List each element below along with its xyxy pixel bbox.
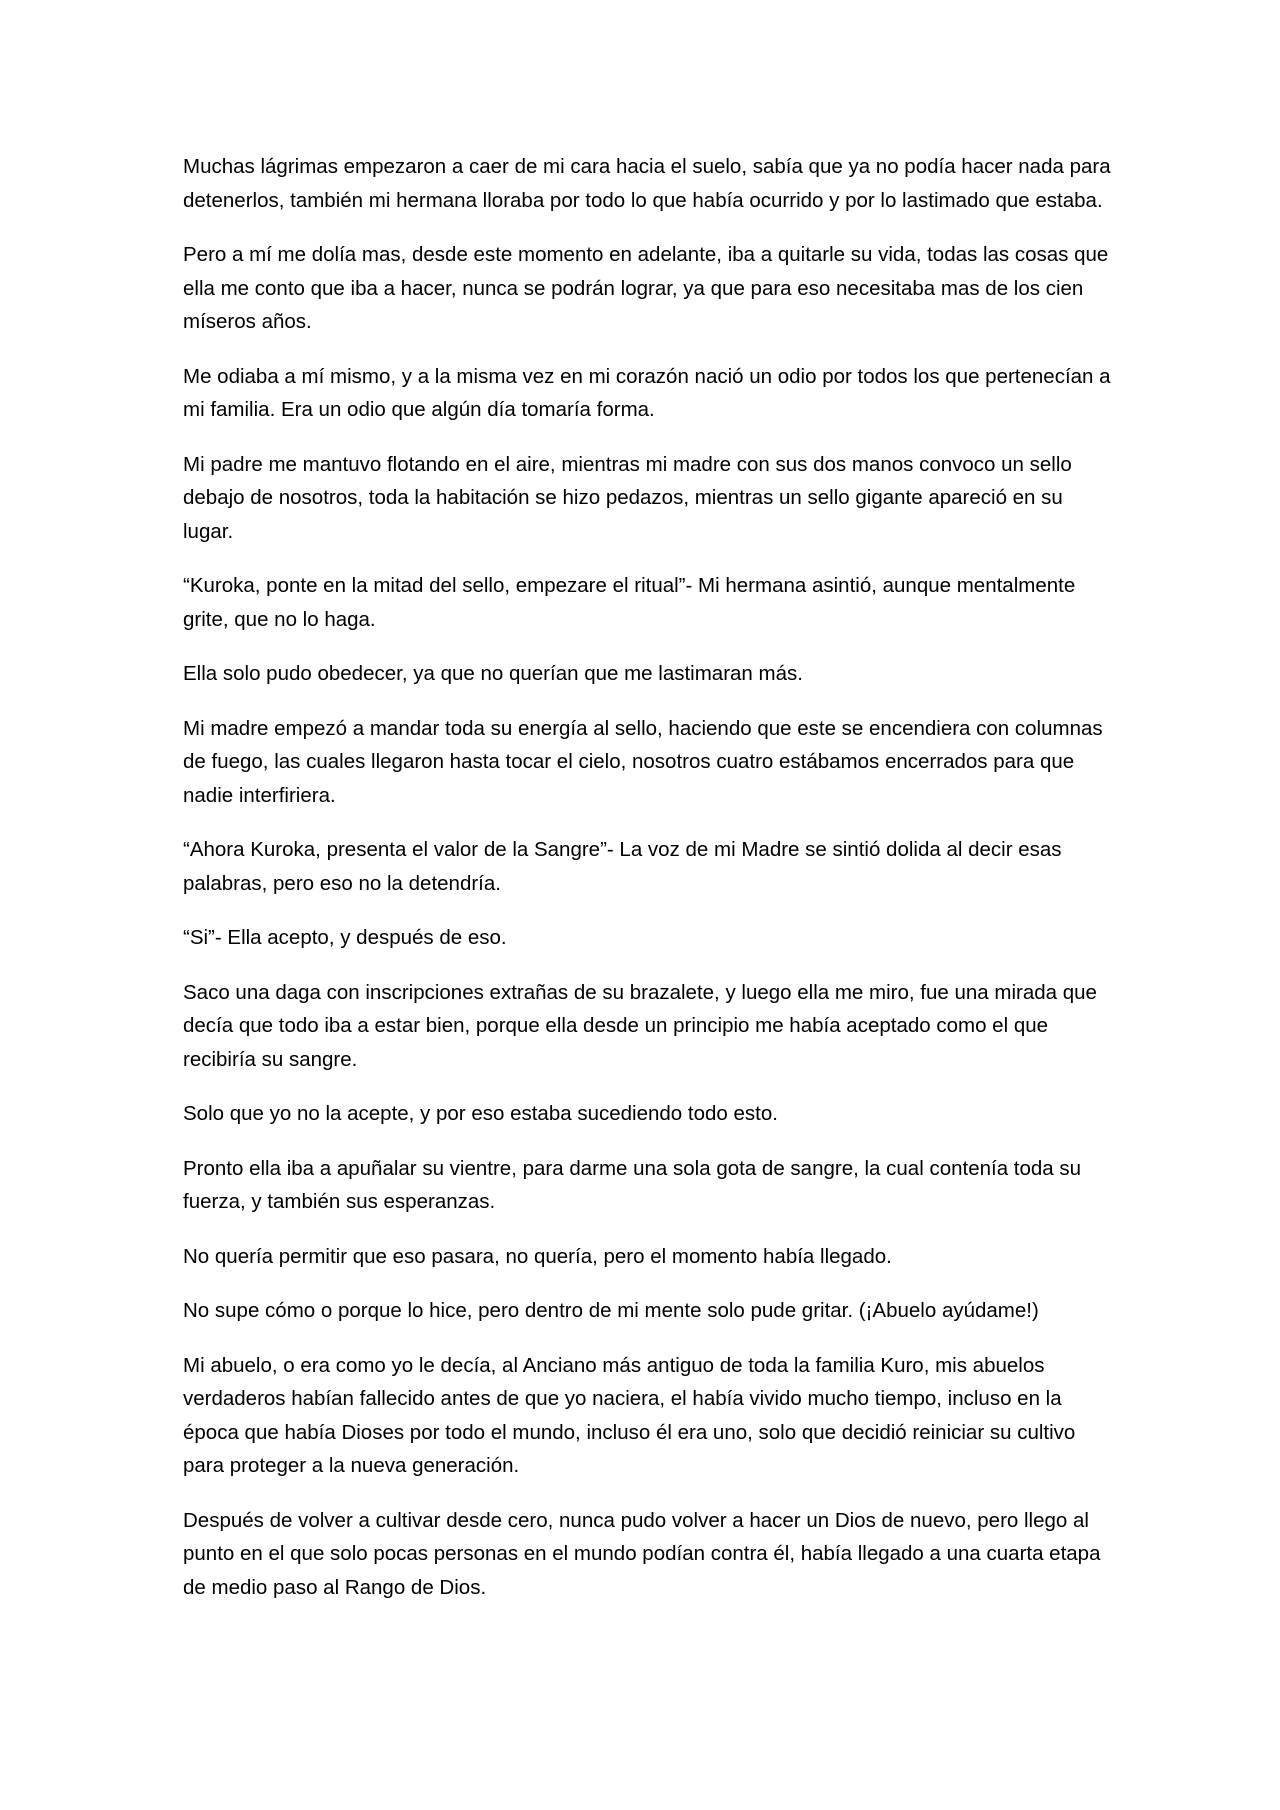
paragraph-7: Mi madre empezó a mandar toda su energía al sello, haciendo que este se encendiera con columnas de fuego, las cuales llegaron hasta tocar el cielo, nosotros cuatro estábamos encerrados para que nadie interfiriera.: [183, 716, 1103, 807]
paragraph-5: “Kuroka, ponte en la mitad del sello, empezare el ritual”- Mi hermana asintió, aunque mentalmente grite, que no lo haga.: [183, 574, 1076, 631]
paragraph-11: Solo que yo no la acepte, y por eso estaba sucediendo todo esto.: [183, 1102, 778, 1125]
paragraph-3: Me odiaba a mí mismo, y a la misma vez en mi corazón nació un odio por todos los que pertenecían a mi familia. Era un odio que algún día tomaría forma.: [183, 364, 1111, 421]
paragraph-2: Pero a mí me dolía mas, desde este momento en adelante, iba a quitarle su vida, todas las cosas que ella me conto que iba a hacer, nunca se podrán lograr, ya que para eso necesitaba mas de los cien míseros años.: [183, 243, 1109, 333]
paragraph-1: Muchas lágrimas empezaron a caer de mi cara hacia el suelo, sabía que ya no podía hacer nada para detenerlos, también mi hermana lloraba por todo lo que había ocurrido y por lo lastimado que estaba.: [183, 155, 1111, 212]
paragraph-13: No quería permitir que eso pasara, no quería, pero el momento había llegado.: [183, 1244, 892, 1268]
paragraph-6: Ella solo pudo obedecer, ya que no querían que me lastimaran más.: [183, 662, 803, 685]
paragraph-9: “Si”- Ella acepto, y después de eso.: [183, 926, 507, 949]
paragraph-10: Saco una daga con inscripciones extrañas de su brazalete, y luego ella me miro, fue una mirada que decía que todo iba a estar bien, porque ella desde un principio me había aceptado como el que recibiría su sangre.: [183, 980, 1097, 1071]
paragraph-15: Mi abuelo, o era como yo le decía, al Anciano más antiguo de toda la familia Kuro, mis abuelos verdaderos habían fallecido antes de que yo naciera, el había vivido mucho tiempo, incluso en la época que había Dioses por todo el mundo, incluso él era uno, solo que decidió reiniciar su cultivo para proteger a la nueva generación.: [183, 1353, 1076, 1477]
paragraph-12: Pronto ella iba a apuñalar su vientre, para darme una sola gota de sangre, la cual contenía toda su fuerza, y también sus esperanzas.: [183, 1156, 1082, 1213]
paragraph-16: Después de volver a cultivar desde cero, nunca pudo volver a hacer un Dios de nuevo, pero llego al punto en el que solo pocas personas en el mundo podían contra él, había llegado a una cuarta etapa de medio paso al Rango de Dios.: [183, 1508, 1101, 1599]
paragraph-4: Mi padre me mantuvo flotando en el aire, mientras mi madre con sus dos manos convoco un sello debajo de nosotros, toda la habitación se hizo pedazos, mientras un sello gigante apareció en su lugar.: [183, 452, 1072, 543]
paragraph-8: “Ahora Kuroka, presenta el valor de la Sangre”- La voz de mi Madre se sintió dolida al decir esas palabras, pero eso no la detendría.: [183, 838, 1062, 895]
document-body: [183, 150, 1113, 1604]
paragraph-14: No supe cómo o porque lo hice, pero dentro de mi mente solo pude gritar. (¡Abuelo ayúdame!): [183, 1299, 1039, 1322]
